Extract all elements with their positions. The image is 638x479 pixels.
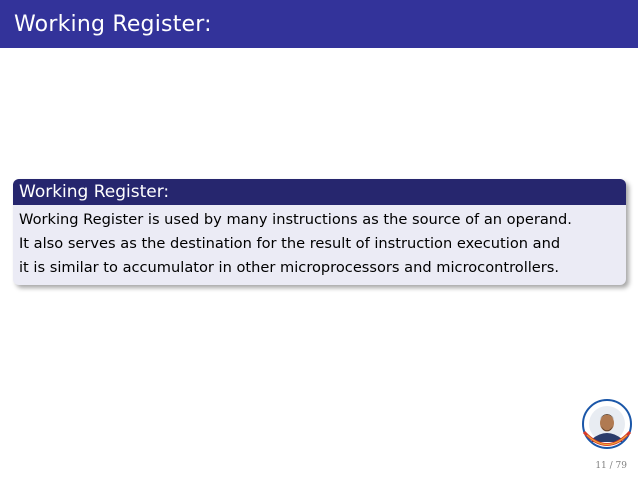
page-number: 11 / 79 <box>595 461 627 471</box>
frame-title: Working Register: <box>14 11 212 37</box>
block-line: it is similar to accumulator in other microprocessors and microcontrollers. <box>19 259 560 276</box>
block-line: It also serves as the destination for the result of instruction execution and <box>19 235 561 252</box>
frame-title-bar <box>0 0 638 48</box>
block-line: Working Register is used by many instructions as the source of an operand. <box>19 211 572 228</box>
block-body <box>13 205 626 285</box>
block-title: Working Register: <box>13 179 626 205</box>
definition-block <box>13 179 626 285</box>
author-logo <box>578 399 636 453</box>
